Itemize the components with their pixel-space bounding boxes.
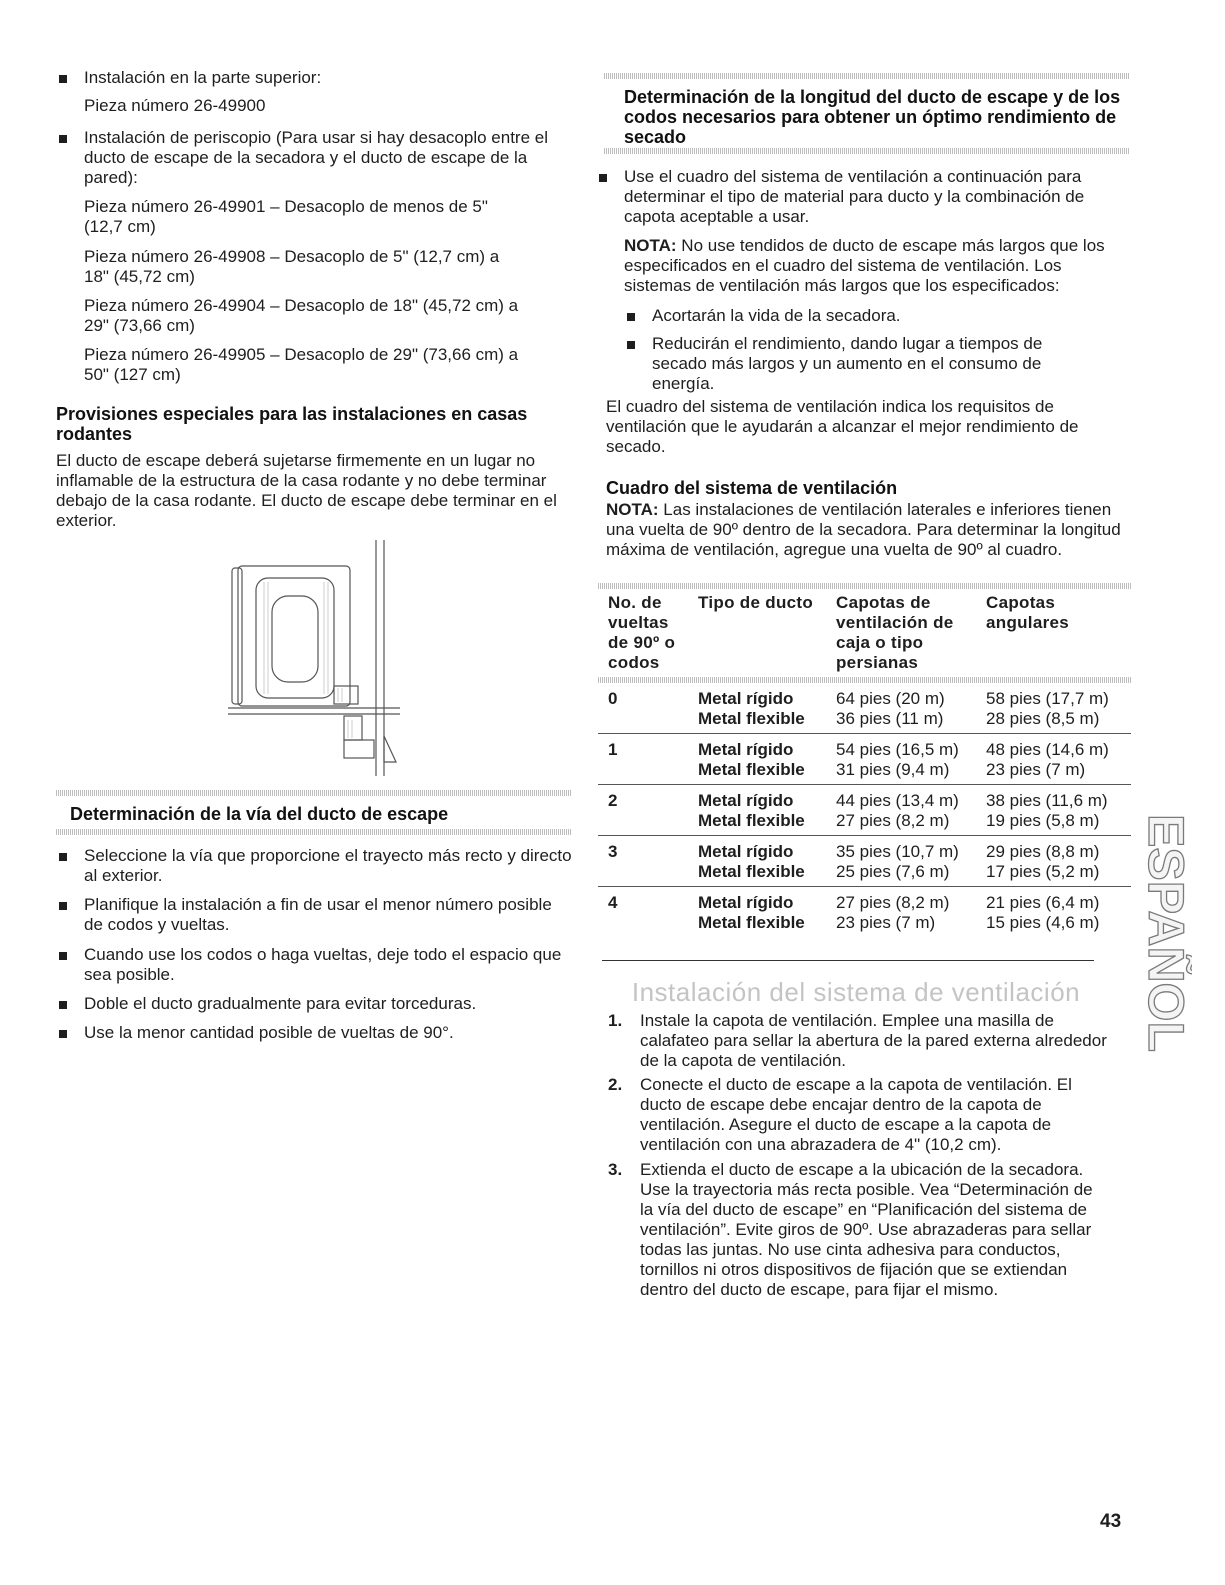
turns-value: 3 — [608, 842, 618, 861]
cell-duct-type — [688, 836, 826, 887]
cell-duct-type — [688, 734, 826, 785]
note-label: NOTA: — [606, 500, 659, 519]
turns-value: 2 — [608, 791, 618, 810]
language-tab-graphic — [1132, 808, 1192, 1058]
cell-duct-type-line: Metal rígido — [698, 740, 794, 759]
cell-box-hood-line: 27 pies (8,2 m) — [836, 811, 950, 830]
cell-duct-type — [688, 785, 826, 836]
part-number: Pieza número 26-49905 – Desacoplo de 29" (73,66 cm) a 50" (127 cm) — [84, 345, 519, 384]
cell-turns — [598, 785, 688, 836]
paragraph: El cuadro del sistema de ventilación indica los requisitos de ventilación que le ayudarán a alcanzar el mejor rendimiento de secado. — [606, 397, 1079, 456]
section-title: Instalación del sistema de ventilación — [631, 977, 1081, 1007]
bullet-text: Use el cuadro del sistema de ventilación a continuación para determinar el tipo de material para ducto y la combinación de capota aceptable a usar. — [624, 167, 1085, 226]
cell-box-hood-line: 44 pies (13,4 m) — [836, 791, 959, 810]
table-header-row — [598, 591, 1131, 677]
cell-angled-hood-line: 28 pies (8,5 m) — [986, 709, 1100, 728]
bullet-text: Reducirán el rendimiento, dando lugar a tiempos de secado más largos y un aumento en el consumo de energía. — [652, 334, 1043, 393]
cell-box-hood-line: 25 pies (7,6 m) — [836, 862, 950, 881]
cell-angled-hood-line: 58 pies (17,7 m) — [986, 689, 1109, 708]
section-heading: Cuadro del sistema de ventilación — [606, 478, 898, 498]
table-row — [598, 887, 1131, 938]
part-number: Pieza número 26-49908 – Desacoplo de 5" (12,7 cm) a 18" (45,72 cm) — [84, 247, 500, 286]
cell-angled-hood-line: 21 pies (6,4 m) — [986, 893, 1100, 912]
cell-angled-hood-line: 48 pies (14,6 m) — [986, 740, 1109, 759]
part-number: Pieza número 26-49904 – Desacoplo de 18" (45,72 cm) a 29" (73,66 cm) — [84, 296, 519, 335]
col-header-turns: No. de vueltas de 90º o codos — [608, 593, 676, 672]
cell-duct-type-line: Metal flexible — [698, 709, 805, 728]
turns-value: 0 — [608, 689, 618, 708]
divider — [56, 829, 572, 835]
step-number: 3. — [608, 1160, 623, 1179]
cell-angled-hood — [976, 836, 1131, 887]
cell-angled-hood-line: 19 pies (5,8 m) — [986, 811, 1100, 830]
step-text: Instale la capota de ventilación. Emplee una masilla de calafateo para sellar la abertura de la pared externa alrededor de la capota de ventilación. — [640, 1011, 1107, 1070]
bullet-text: Doble el ducto gradualmente para evitar torceduras. — [84, 994, 477, 1013]
cell-box-hood — [826, 683, 976, 734]
cell-turns — [598, 887, 688, 938]
cell-box-hood-line: 36 pies (11 m) — [836, 709, 944, 728]
bullet-text: Instalación de periscopio (Para usar si hay desacoplo entre el ducto de escape de la secadora y el ducto de escape de la pared): — [84, 128, 548, 187]
cell-turns — [598, 683, 688, 734]
part-number: Pieza número 26-49900 — [84, 96, 266, 115]
table-row — [598, 683, 1131, 734]
note — [606, 500, 1128, 560]
list-item — [624, 334, 1094, 394]
cell-duct-type-line: Metal rígido — [698, 893, 794, 912]
cell-angled-hood-line: 29 pies (8,8 m) — [986, 842, 1100, 861]
list-item — [608, 1075, 1108, 1155]
cell-duct-type-line: Metal rígido — [698, 689, 794, 708]
list-item — [596, 167, 1126, 227]
bullet-text: Seleccione la vía que proporcione el trayecto más recto y directo al exterior. — [84, 846, 572, 885]
page-number: 43 — [1100, 1511, 1122, 1532]
list-item — [56, 1023, 572, 1043]
cell-box-hood-line: 35 pies (10,7 m) — [836, 842, 959, 861]
cell-box-hood — [826, 836, 976, 887]
turns-value: 4 — [608, 893, 618, 912]
table-row — [598, 785, 1131, 836]
section-heading: Provisiones especiales para las instalaciones en casas rodantes — [56, 404, 528, 444]
list-item — [608, 1160, 1108, 1300]
note — [596, 236, 1126, 296]
list-item — [56, 994, 572, 1014]
bullet-text: Planifique la instalación a fin de usar el menor número posible de codos y vueltas. — [84, 895, 552, 934]
note-text: Las instalaciones de ventilación laterales e inferiores tienen una vuelta de 90º dentro de la secadora. Para determinar la longitud máxima de ventilación, agregue una vuelta de 90º al cuadro. — [606, 500, 1121, 559]
divider — [604, 148, 1130, 154]
cell-box-hood-line: 27 pies (8,2 m) — [836, 893, 950, 912]
cell-box-hood — [826, 887, 976, 938]
cell-duct-type — [688, 887, 826, 938]
col-header-duct-type: Tipo de ducto — [698, 593, 814, 612]
rule — [602, 960, 1094, 961]
bullet-text: Cuando use los codos o haga vueltas, deje todo el espacio que sea posible. — [84, 945, 562, 984]
cell-turns — [598, 836, 688, 887]
col-header-box-hoods: Capotas de ventilación de caja o tipo persianas — [836, 593, 954, 672]
step-number: 2. — [608, 1075, 623, 1094]
language-tab — [1132, 808, 1192, 1058]
divider — [56, 790, 572, 796]
cell-duct-type-line: Metal flexible — [698, 811, 805, 830]
cell-angled-hood — [976, 683, 1131, 734]
cell-duct-type-line: Metal flexible — [698, 862, 805, 881]
table-row — [598, 734, 1131, 785]
list-item — [624, 306, 1124, 326]
cell-duct-type-line: Metal flexible — [698, 913, 805, 932]
cell-angled-hood — [976, 734, 1131, 785]
cell-box-hood-line: 54 pies (16,5 m) — [836, 740, 959, 759]
cell-box-hood-line: 23 pies (7 m) — [836, 913, 936, 932]
bullet-text: Instalación en la parte superior: — [84, 68, 322, 87]
note-label: NOTA: — [624, 236, 677, 255]
cell-duct-type-line: Metal rígido — [698, 791, 794, 810]
col-header-angled-hoods: Capotas angulares — [986, 593, 1070, 632]
step-text: Conecte el ducto de escape a la capota de ventilación. El ducto de escape debe encajar dentro de la capota de ventilación. Asegure el ducto de escape a la capota de ventilación con una abrazadera de 4" (10,2 cm). — [640, 1075, 1072, 1154]
cell-box-hood — [826, 734, 976, 785]
divider — [604, 73, 1130, 79]
cell-box-hood — [826, 785, 976, 836]
divider — [598, 583, 1131, 589]
step-text: Extienda el ducto de escape a la ubicación de la secadora. Use la trayectoria más recta posible. Vea “Determinación de la vía del ducto de escape” en “Planificación del sistema de ventilación”. Evite giros de 90º. Use abrazaderas para sellar todas las juntas. No use cinta adhesiva para conductos, tornillos ni otros dispositivos de fijación que se extiendan dentro del ducto de escape, para fijar el mismo. — [640, 1160, 1093, 1299]
bullet-text: Use la menor cantidad posible de vueltas de 90°. — [84, 1023, 454, 1042]
cell-turns — [598, 734, 688, 785]
list-item — [56, 895, 572, 935]
list-item — [56, 846, 572, 886]
step-number: 1. — [608, 1011, 623, 1030]
list-item — [56, 945, 572, 985]
section-heading: Determinación de la longitud del ducto de escape y de los codos necesarios para obtener un óptimo rendimiento de secado — [624, 87, 1121, 147]
turns-value: 1 — [608, 740, 618, 759]
bullet-text: Acortarán la vida de la secadora. — [652, 306, 901, 325]
cell-angled-hood-line: 38 pies (11,6 m) — [986, 791, 1108, 810]
dryer-illustration — [224, 538, 414, 783]
list-item — [56, 68, 572, 88]
language-tab-text: ESPAÑOL — [1137, 814, 1192, 1052]
cell-angled-hood-line: 17 pies (5,2 m) — [986, 862, 1100, 881]
list-item — [608, 1011, 1124, 1071]
note-text: No use tendidos de ducto de escape más largos que los especificados en el cuadro del sistema de ventilación. Los sistemas de ventilación más largos que los especificados: — [624, 236, 1105, 295]
paragraph: El ducto de escape deberá sujetarse firmemente en un lugar no inflamable de la estructura de la casa rodante y no debe terminar debajo de la casa rodante. El ducto de escape debe terminar en el exterior. — [56, 451, 557, 530]
part-number: Pieza número 26-49901 – Desacoplo de menos de 5" (12,7 cm) — [84, 197, 488, 236]
cell-box-hood-line: 64 pies (20 m) — [836, 689, 945, 708]
cell-angled-hood-line: 15 pies (4,6 m) — [986, 913, 1100, 932]
list-item — [56, 128, 572, 188]
cell-box-hood-line: 31 pies (9,4 m) — [836, 760, 950, 779]
cell-duct-type-line: Metal flexible — [698, 760, 805, 779]
table-row — [598, 836, 1131, 887]
section-heading: Determinación de la vía del ducto de escape — [70, 804, 449, 824]
cell-angled-hood-line: 23 pies (7 m) — [986, 760, 1086, 779]
vent-table — [598, 591, 1131, 937]
cell-duct-type-line: Metal rígido — [698, 842, 794, 861]
cell-angled-hood — [976, 887, 1131, 938]
cell-duct-type — [688, 683, 826, 734]
cell-angled-hood — [976, 785, 1131, 836]
